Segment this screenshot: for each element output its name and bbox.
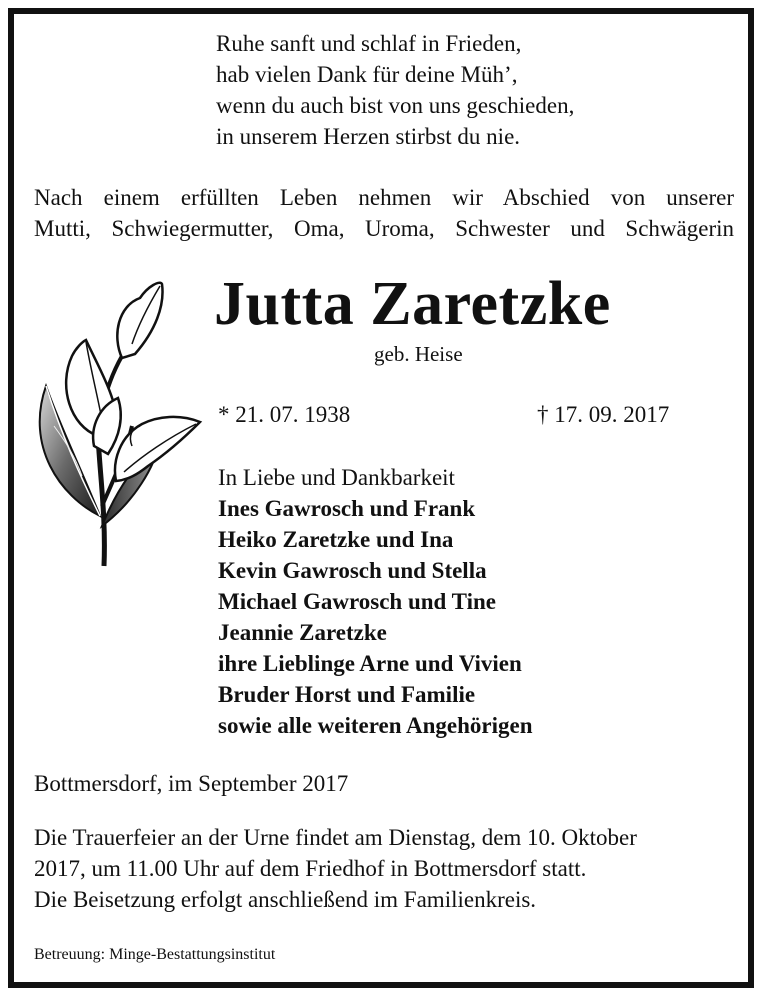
mourner-name: Michael Gawrosch und Tine: [218, 589, 496, 614]
calla-lily-icon: [20, 276, 210, 576]
deceased-name: Jutta Zaretzke: [214, 270, 611, 338]
ceremony-line: 2017, um 11.00 Uhr auf dem Friedhof in Bottmersdorf statt.: [34, 856, 587, 881]
mourner-name: Ines Gawrosch und Frank: [218, 496, 476, 521]
birth-date: * 21. 07. 1938: [218, 402, 351, 427]
mourner-name: ihre Lieblinge Arne und Vivien: [218, 651, 522, 676]
mourners-intro: In Liebe und Dankbarkeit: [218, 465, 455, 490]
intro-line: Mutti, Schwiegermutter, Oma, Uroma, Schwester und Schwägerin: [34, 216, 734, 241]
death-date: † 17. 09. 2017: [537, 402, 670, 427]
place-date: Bottmersdorf, im September 2017: [34, 771, 349, 796]
mourner-name: Kevin Gawrosch und Stella: [218, 558, 487, 583]
ceremony-line: Die Beisetzung erfolgt anschließend im Familienkreis.: [34, 887, 537, 912]
maiden-name: geb. Heise: [374, 342, 463, 366]
poem-line: in unserem Herzen stirbst du nie.: [216, 124, 521, 149]
intro-text: [34, 182, 734, 244]
ceremony-line: Die Trauerfeier an der Urne findet am Dienstag, dem 10. Oktober: [34, 825, 637, 850]
mourner-name: Jeannie Zaretzke: [218, 620, 387, 645]
mourners-list: [218, 462, 533, 741]
mourner-name: Heiko Zaretzke und Ina: [218, 527, 454, 552]
mourner-name: Bruder Horst und Familie: [218, 682, 476, 707]
intro-line: Nach einem erfüllten Leben nehmen wir Abschied von unserer: [34, 185, 734, 210]
mourner-name: sowie alle weiteren Angehörigen: [218, 713, 533, 738]
poem-line: hab vielen Dank für deine Müh’,: [216, 62, 518, 87]
poem-line: Ruhe sanft und schlaf in Frieden,: [216, 31, 522, 56]
ceremony-info: [34, 822, 637, 915]
poem: [216, 28, 574, 152]
funeral-home-credit: Betreuung: Minge-Bestattungsinstitut: [34, 946, 276, 963]
poem-line: wenn du auch bist von uns geschieden,: [216, 93, 575, 118]
